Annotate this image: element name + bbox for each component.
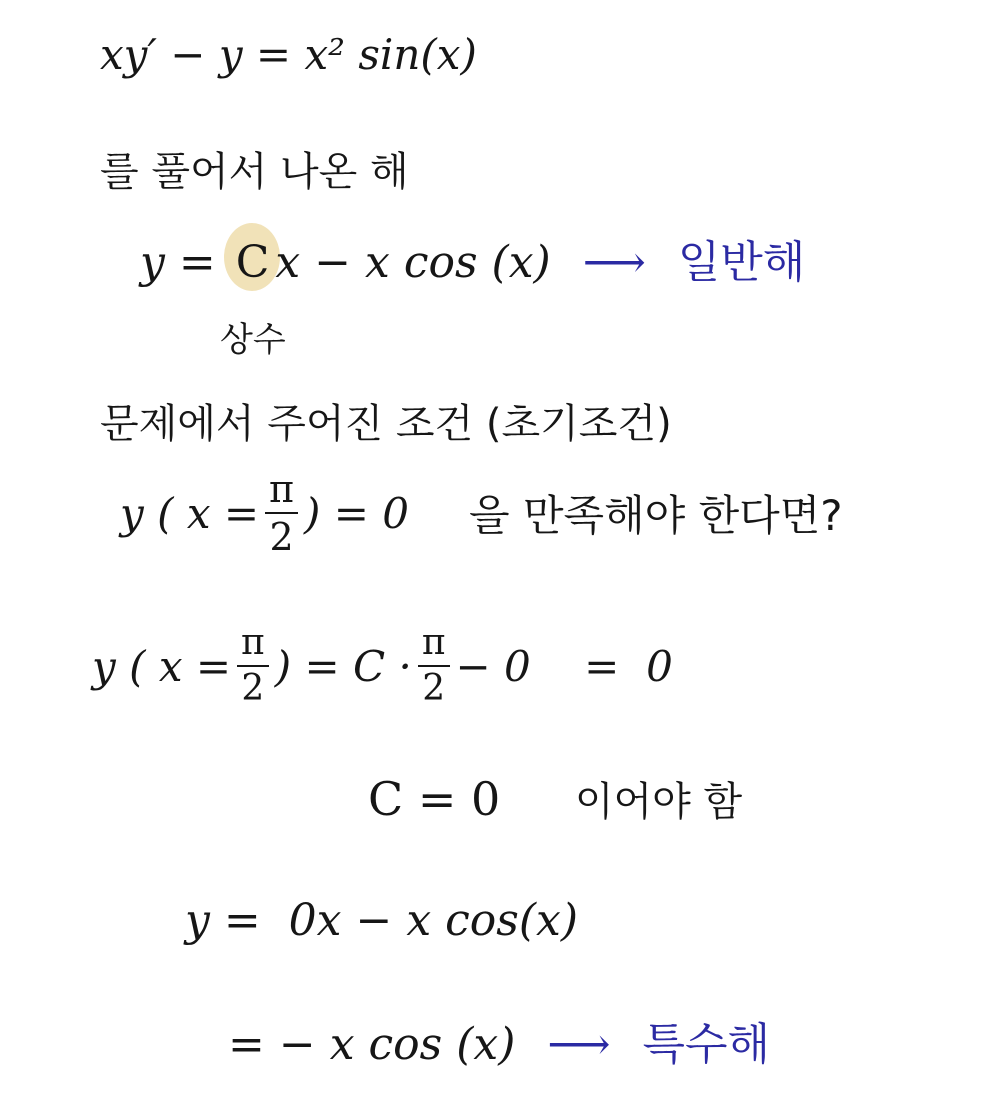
plug-text: y = 0x − x cos(x) — [185, 895, 578, 946]
text-solve-note — [100, 140, 409, 197]
sub-mid: ) = C · — [274, 641, 412, 691]
equation-ode — [100, 30, 477, 79]
cond-rhs: ) = 0 — [304, 488, 410, 538]
right-arrow-icon-2: ⟶ — [547, 1019, 611, 1070]
solve-note-text: 를 풀어서 나온 해 — [100, 149, 409, 195]
initial-condition — [120, 467, 843, 559]
ode-text: xy′ − y = x² sin(x) — [100, 30, 477, 79]
text-condition-intro — [100, 392, 672, 449]
frac-den-b: 2 — [422, 668, 446, 709]
c-result — [368, 770, 742, 827]
pi-over-2-fraction — [265, 467, 298, 559]
pi-over-2-fraction-a — [237, 622, 269, 709]
general-solution-label: 일반해 — [677, 237, 806, 288]
c-equals-zero: C = 0 — [368, 772, 501, 826]
constant-note-text: 상수 — [220, 320, 286, 360]
gen-lhs: y = — [140, 237, 216, 288]
plug-in — [185, 895, 578, 946]
c-result-text: 이어야 함 — [574, 779, 743, 825]
frac-num-a: π — [237, 625, 269, 667]
constant-c: C — [235, 237, 270, 288]
frac-num: π — [265, 470, 298, 514]
particular-solution — [228, 1008, 770, 1072]
frac-num-b: π — [418, 625, 450, 667]
part-eq: = − x cos (x) — [228, 1019, 516, 1070]
condition-question: 을 만족해야 한다면? — [469, 491, 843, 540]
cond-lhs: y ( x = — [120, 488, 260, 538]
constant-c-highlight — [230, 237, 276, 288]
pi-over-2-fraction-b — [418, 622, 450, 709]
sub-rhs: − 0 = 0 — [455, 641, 673, 691]
sub-lhs: y ( x = — [92, 641, 232, 691]
substitution — [92, 622, 673, 709]
frac-den: 2 — [269, 515, 294, 559]
frac-den-a: 2 — [241, 668, 265, 709]
constant-note — [220, 312, 286, 361]
particular-solution-label: 특수해 — [642, 1019, 770, 1070]
right-arrow-icon: ⟶ — [582, 237, 646, 288]
gen-rest: x − x cos (x) — [275, 237, 551, 288]
condition-intro-text: 문제에서 주어진 조건 (초기조건) — [100, 401, 672, 447]
general-solution — [140, 226, 805, 290]
